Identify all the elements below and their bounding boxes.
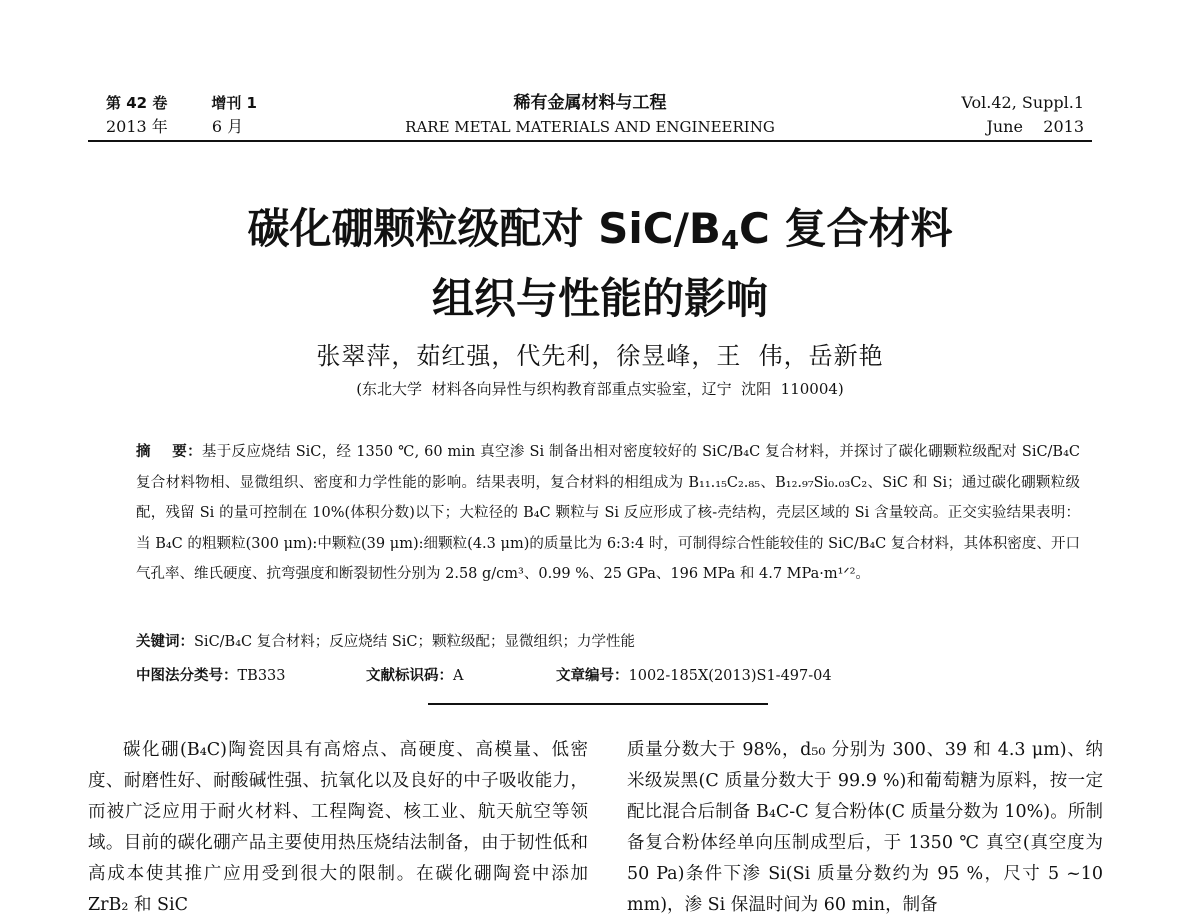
date-en: June 2013 [986, 117, 1084, 136]
journal-name-en: RARE METAL MATERIALS AND ENGINEERING [405, 118, 775, 136]
doc-label: 文献标识码： [366, 668, 453, 684]
keywords [136, 630, 635, 651]
title-part-a: 碳化硼颗粒级配对 SiC/B [247, 204, 721, 253]
year: 2013 年 [106, 117, 168, 136]
volume-en: Vol.42, Suppl.1 [961, 93, 1084, 112]
clc-label: 中图法分类号： [136, 668, 238, 684]
body-paragraph-left: 碳化硼(B₄C)陶瓷因具有高熔点、高硬度、高模量、低密度、耐磨性好、耐酸碱性强、抗氧化以及良好的中子吸收能力，而被广泛应用于耐火材料、工程陶瓷、核工业、航天航空等领域。目前的碳化硼产品主要使用热压烧结法制备，由于韧性低和高成本使其推广应用受到很大的限制。在碳化硼陶瓷中添加 ZrB₂ 和 SiC [88, 740, 588, 915]
clc-code [136, 664, 366, 685]
body-paragraph-right: 质量分数大于 98%，d₅₀ 分别为 300、39 和 4.3 μm)、纳米级炭黑(C 质量分数大于 99.9 %)和葡萄糖为原料，按一定配比混合后制备 B₄C-C 复合粉体(C 质量分数为 10%)。所制备复合粉体经单向压制成型后，于 1350 ℃ 真空(真空度为 50 Pa)条件下渗 Si(Si 质量分数约为 95 %，尺寸 5 ~10 mm)，渗 Si 保温时间为 60 min，制备 [627, 740, 1103, 915]
header-rule [88, 140, 1092, 142]
body-column-left [88, 735, 588, 921]
classification-line [136, 664, 1080, 685]
paper-title [0, 200, 1200, 328]
article-label: 文章编号： [556, 668, 629, 684]
abstract [136, 437, 1080, 590]
clc-value: TB333 [237, 668, 286, 684]
title-line-2: 组织与性能的影响 [431, 274, 768, 323]
month: 6 月 [211, 117, 244, 136]
abstract-separator [428, 703, 768, 705]
keywords-text: SiC/B₄C 复合材料；反应烧结 SiC；颗粒级配；显微组织；力学性能 [194, 634, 635, 650]
volume: 第 42 卷 [106, 94, 168, 112]
keywords-label: 关键词： [136, 634, 194, 650]
title-line-1 [0, 200, 1200, 270]
abstract-text: 基于反应烧结 SiC，经 1350 ℃, 60 min 真空渗 Si 制备出相对密度较好的 SiC/B₄C 复合材料，并探讨了碳化硼颗粒级配对 SiC/B₄C 复合材料物相、显微组织、密度和力学性能的影响。结果表明，复合材料的相组成为 B₁₁.₁₅C₂.₈₅、B₁₂.₉₇Si₀.₀₃C₂、SiC 和 Si；通过碳化硼颗粒级配，残留 Si 的量可控制在 10%(体积分数)以下；大粒径的 B₄C 颗粒与 Si 反应形成了核-壳结构，壳层区域的 Si 含量较高。正交实验结果表明：当 B₄C 的粗颗粒(300 μm):中颗粒(39 μm):细颗粒(4.3 μm)的质量比为 6:3:4 时，可制得综合性能较佳的 SiC/B₄C 复合材料，其体积密度、开口气孔率、维氏硬度、抗弯强度和断裂韧性分别为 2.58 g/cm³、0.99 %、25 GPa、196 MPa 和 4.7 MPa·m¹ᐟ²。 [136, 444, 1080, 582]
journal-header [88, 90, 1092, 140]
article-number [556, 664, 832, 685]
abstract-label: 摘 要： [136, 444, 202, 460]
doc-value: A [453, 668, 464, 684]
doc-code [366, 664, 556, 685]
authors: 张翠萍，茹红强，代先利，徐昱峰，王 伟，岳新艳 [316, 342, 884, 370]
affiliation: (东北大学 材料各向异性与织构教育部重点实验室，辽宁 沈阳 110004) [356, 380, 844, 398]
title-part-b: C 复合材料 [739, 204, 953, 253]
body-column-right [627, 735, 1103, 921]
issue: 增刊 1 [211, 94, 257, 112]
article-value: 1002-185X(2013)S1-497-04 [628, 668, 832, 684]
title-subscript: 4 [720, 226, 740, 256]
journal-name-cn: 稀有金属材料与工程 [513, 93, 667, 113]
